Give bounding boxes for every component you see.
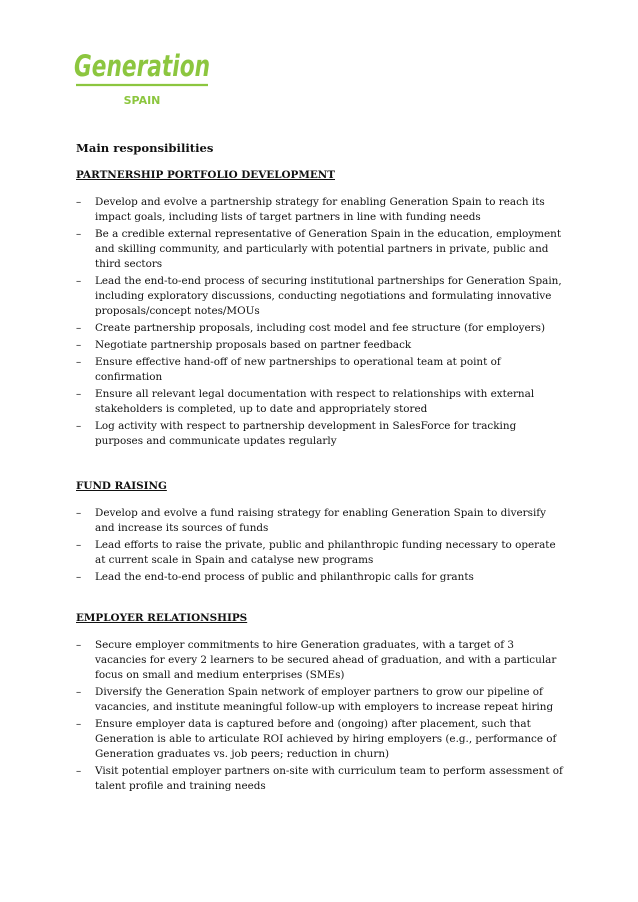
bullet-list (76, 638, 566, 794)
list-item (76, 419, 566, 449)
logo-country: SPAIN (123, 94, 161, 107)
list-item-text: Diversify the Generation Spain network of employer partners to grow our pipeline of vacancies, and institute meaningful follow-up with employers to increase repeat hiring (95, 686, 554, 713)
logo-wordmark: Generation (74, 49, 210, 83)
bullet-dash: – (76, 639, 82, 651)
bullet-dash: – (76, 571, 82, 583)
document-body (76, 141, 566, 796)
list-item-text: Ensure all relevant legal documentation with respect to relationships with external stakeholders is completed, up to date and appropriately stored (95, 388, 535, 415)
list-item (76, 538, 566, 568)
section-heading: FUND RAISING (76, 480, 167, 492)
list-item-text: Ensure employer data is captured before and (ongoing) after placement, such that Generation is able to articulate ROI achieved by hiring employers (e.g., performance of Generation graduates vs. job peers; reduction in churn) (95, 718, 557, 760)
list-item (76, 638, 566, 683)
list-item (76, 195, 566, 225)
list-item (76, 387, 566, 417)
list-item-text: Lead the end-to-end process of public and philanthropic calls for grants (95, 571, 474, 583)
list-item (76, 338, 566, 353)
list-item (76, 274, 566, 319)
list-item-text: Develop and evolve a partnership strategy for enabling Generation Spain to reach its impact goals, including lists of target partners in line with funding needs (95, 196, 545, 223)
section-partnership-portfolio (76, 168, 566, 449)
bullet-dash: – (76, 765, 82, 777)
list-item-text: Be a credible external representative of Generation Spain in the education, employment and skilling community, and particularly with potential partners in private, public and third sectors (95, 228, 562, 270)
bullet-dash: – (76, 507, 82, 519)
page-title: Main responsibilities (76, 141, 214, 155)
list-item (76, 570, 566, 585)
list-item-text: Log activity with respect to partnership development in SalesForce for tracking purposes and communicate updates regularly (95, 420, 517, 447)
bullet-dash: – (76, 388, 82, 400)
list-item-text: Visit potential employer partners on-site with curriculum team to perform assessment of talent profile and training needs (95, 765, 563, 792)
section-employer-relationships (76, 611, 566, 794)
bullet-list (76, 506, 566, 585)
list-item-text: Negotiate partnership proposals based on partner feedback (95, 339, 412, 351)
list-item (76, 717, 566, 762)
section-fund-raising (76, 479, 566, 585)
bullet-dash: – (76, 539, 82, 551)
bullet-dash: – (76, 196, 82, 208)
list-item-text: Lead efforts to raise the private, public and philanthropic funding necessary to operate at current scale in Spain and catalyse new programs (95, 539, 556, 566)
list-item (76, 764, 566, 794)
bullet-dash: – (76, 322, 82, 334)
section-heading: EMPLOYER RELATIONSHIPS (76, 612, 248, 624)
bullet-dash: – (76, 356, 82, 368)
list-item-text: Secure employer commitments to hire Generation graduates, with a target of 3 vacancies for every 2 learners to be secured ahead of graduation, and with a particular focus on small and medium enterprises (SMEs) (95, 639, 557, 681)
list-item-text: Develop and evolve a fund raising strategy for enabling Generation Spain to diversify and increase its sources of funds (95, 507, 546, 534)
list-item-text: Lead the end-to-end process of securing institutional partnerships for Generation Spain, including exploratory discussions, conducting negotiations and formulating innovative proposals/concept notes/MOUs (95, 275, 562, 317)
list-item (76, 227, 566, 272)
bullet-dash: – (76, 339, 82, 351)
bullet-dash: – (76, 228, 82, 240)
bullet-dash: – (76, 275, 82, 287)
list-item (76, 355, 566, 385)
list-item (76, 506, 566, 536)
list-item (76, 321, 566, 336)
logo-graphic (74, 46, 214, 110)
list-item-text: Ensure effective hand-off of new partnerships to operational team at point of confirmation (95, 356, 501, 383)
list-item-text: Create partnership proposals, including cost model and fee structure (for employers) (95, 322, 546, 334)
section-heading: PARTNERSHIP PORTFOLIO DEVELOPMENT (76, 169, 336, 181)
list-item (76, 685, 566, 715)
section-spacer (76, 587, 566, 611)
bullet-dash: – (76, 420, 82, 432)
section-spacer (76, 451, 566, 479)
generation-spain-logo (74, 46, 214, 110)
bullet-list (76, 195, 566, 449)
bullet-dash: – (76, 718, 82, 730)
bullet-dash: – (76, 686, 82, 698)
